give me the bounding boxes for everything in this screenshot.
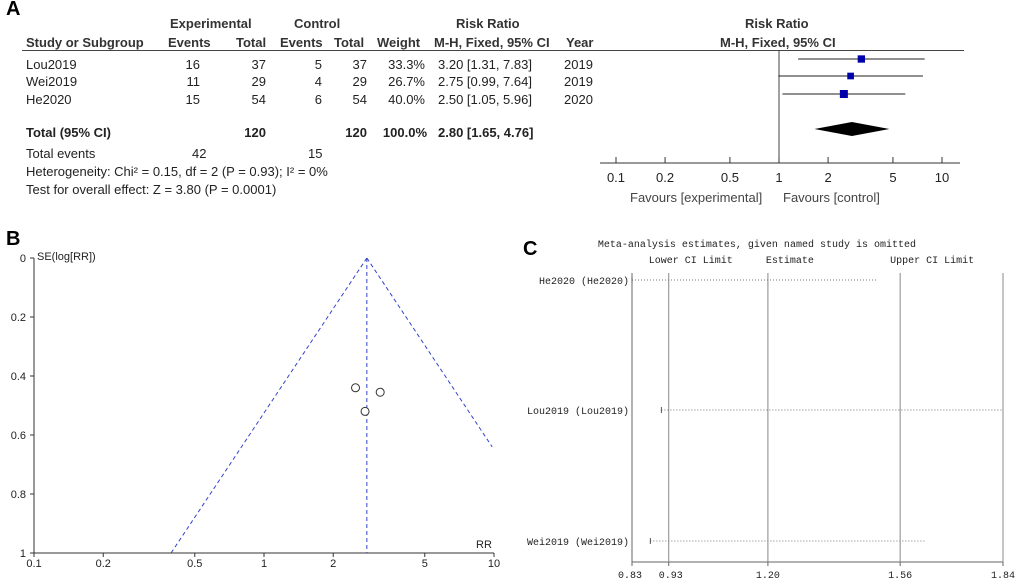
y-tick-label: 1: [19, 548, 26, 560]
x-axis-label: RR: [476, 539, 492, 551]
events-e: 11: [186, 74, 200, 89]
header-method: M-H, Fixed, 95% CI: [434, 35, 550, 50]
year: 2019: [564, 57, 593, 72]
x-tick-label: 1: [775, 170, 783, 185]
x-tick-label: 5: [421, 558, 428, 570]
total-events-label: Total events: [26, 146, 96, 161]
study-marker: [858, 55, 865, 62]
x-tick-label: 0.1: [606, 170, 626, 185]
year: 2019: [564, 74, 593, 89]
total-c: 54: [352, 92, 367, 107]
header-events-c: Events: [280, 35, 323, 50]
header-experimental: Experimental: [170, 16, 252, 31]
total-events-e: 42: [192, 146, 207, 161]
header-total-c: Total: [334, 35, 365, 50]
x-tick-label: 10: [487, 558, 501, 570]
header-year: Year: [566, 35, 594, 50]
x-tick-label: 1.84: [990, 571, 1016, 578]
total-c: 120: [345, 125, 367, 140]
weight: 40.0%: [388, 92, 425, 107]
x-tick-label: 0.5: [187, 558, 203, 570]
total-c: 37: [352, 57, 367, 72]
y-tick-label: 0: [19, 253, 26, 265]
weight: 26.7%: [388, 74, 425, 89]
study-omitted-label: He2020 (He2020): [538, 277, 629, 288]
label-upper-ci: Upper CI Limit: [890, 256, 975, 267]
year: 2020: [564, 92, 593, 107]
study-name: He2020: [26, 92, 72, 107]
x-tick-label: 0.2: [656, 170, 675, 185]
header-events-e: Events: [168, 35, 211, 50]
events-c: 4: [314, 74, 322, 89]
x-tick-label: 0.83: [617, 571, 643, 578]
favours-experimental: Favours [experimental]: [630, 190, 763, 205]
study-name: Lou2019: [26, 57, 77, 72]
events-e: 16: [185, 57, 200, 72]
header-study: Study or Subgroup: [26, 35, 144, 50]
y-tick-label: 0.2: [10, 312, 26, 324]
y-tick-label: 0.8: [10, 489, 26, 501]
y-axis-label: SE(log[RR]): [37, 251, 96, 263]
study-point: [361, 407, 369, 415]
plot-title: Risk Ratio: [745, 16, 809, 31]
x-tick-label: 0.2: [95, 558, 111, 570]
total-weight: 100.0%: [382, 125, 427, 140]
ci-text: 2.50 [1.05, 5.96]: [438, 92, 532, 107]
study-marker: [840, 90, 848, 98]
x-tick-label: 2: [824, 170, 832, 185]
header-total-e: Total: [236, 35, 267, 50]
ci-text: 3.20 [1.31, 7.83]: [438, 57, 532, 72]
study-omitted-label: Lou2019 (Lou2019): [526, 407, 629, 418]
total-events-c: 15: [308, 146, 323, 161]
panel-label-a: A: [6, 0, 21, 20]
weight: 33.3%: [388, 57, 425, 72]
funnel-plot: [0, 238, 510, 578]
heterogeneity-text: Heterogeneity: Chi² = 0.15, df = 2 (P = 0.93); I² = 0%: [26, 164, 328, 179]
x-tick-label: 1.20: [755, 571, 780, 578]
sensitivity-plot: [520, 232, 1020, 578]
total-e: 120: [244, 125, 266, 140]
study-omitted-label: Wei2019 (Wei2019): [526, 538, 629, 549]
x-tick-label: 0.93: [658, 571, 683, 578]
label-lower-ci: Lower CI Limit: [648, 256, 733, 267]
funnel-left: [171, 258, 367, 553]
plot-method: M-H, Fixed, 95% CI: [720, 35, 836, 50]
total-label: Total (95% CI): [26, 125, 111, 140]
panel-label-b: B: [6, 228, 21, 250]
x-tick-label: 0.1: [26, 558, 42, 570]
study-point: [352, 384, 360, 392]
total-e: 29: [251, 74, 266, 89]
header-control: Control: [294, 16, 341, 31]
sensitivity-title: Meta-analysis estimates, given named study is omitted: [597, 240, 916, 251]
study-point: [376, 388, 384, 396]
study-name: Wei2019: [26, 74, 78, 89]
events-e: 15: [185, 92, 200, 107]
panel-label-c: C: [523, 238, 538, 260]
total-c: 29: [352, 74, 367, 89]
y-tick-label: 0.4: [10, 371, 26, 383]
forest-plot: [600, 50, 970, 210]
x-tick-label: 2: [330, 558, 337, 570]
x-tick-label: 10: [934, 170, 950, 185]
total-ci: 2.80 [1.65, 4.76]: [438, 125, 534, 140]
x-tick-label: 1: [260, 558, 268, 570]
x-tick-label: 0.5: [720, 170, 739, 185]
ci-text: 2.75 [0.99, 7.64]: [438, 74, 532, 89]
x-tick-label: 1.56: [888, 571, 913, 578]
total-e: 54: [251, 92, 266, 107]
y-tick-label: 0.6: [10, 430, 26, 442]
events-c: 6: [314, 92, 322, 107]
study-marker: [847, 73, 854, 80]
pooled-diamond: [814, 122, 889, 136]
total-e: 37: [251, 57, 266, 72]
overall-effect-text: Test for overall effect: Z = 3.80 (P = 0.0001): [26, 182, 277, 197]
x-tick-label: 5: [889, 170, 897, 185]
header-risk-ratio: Risk Ratio: [456, 16, 520, 31]
header-weight: Weight: [377, 35, 421, 50]
favours-control: Favours [control]: [783, 190, 880, 205]
funnel-right: [367, 258, 492, 447]
label-estimate: Estimate: [765, 256, 814, 267]
events-c: 5: [314, 57, 322, 72]
